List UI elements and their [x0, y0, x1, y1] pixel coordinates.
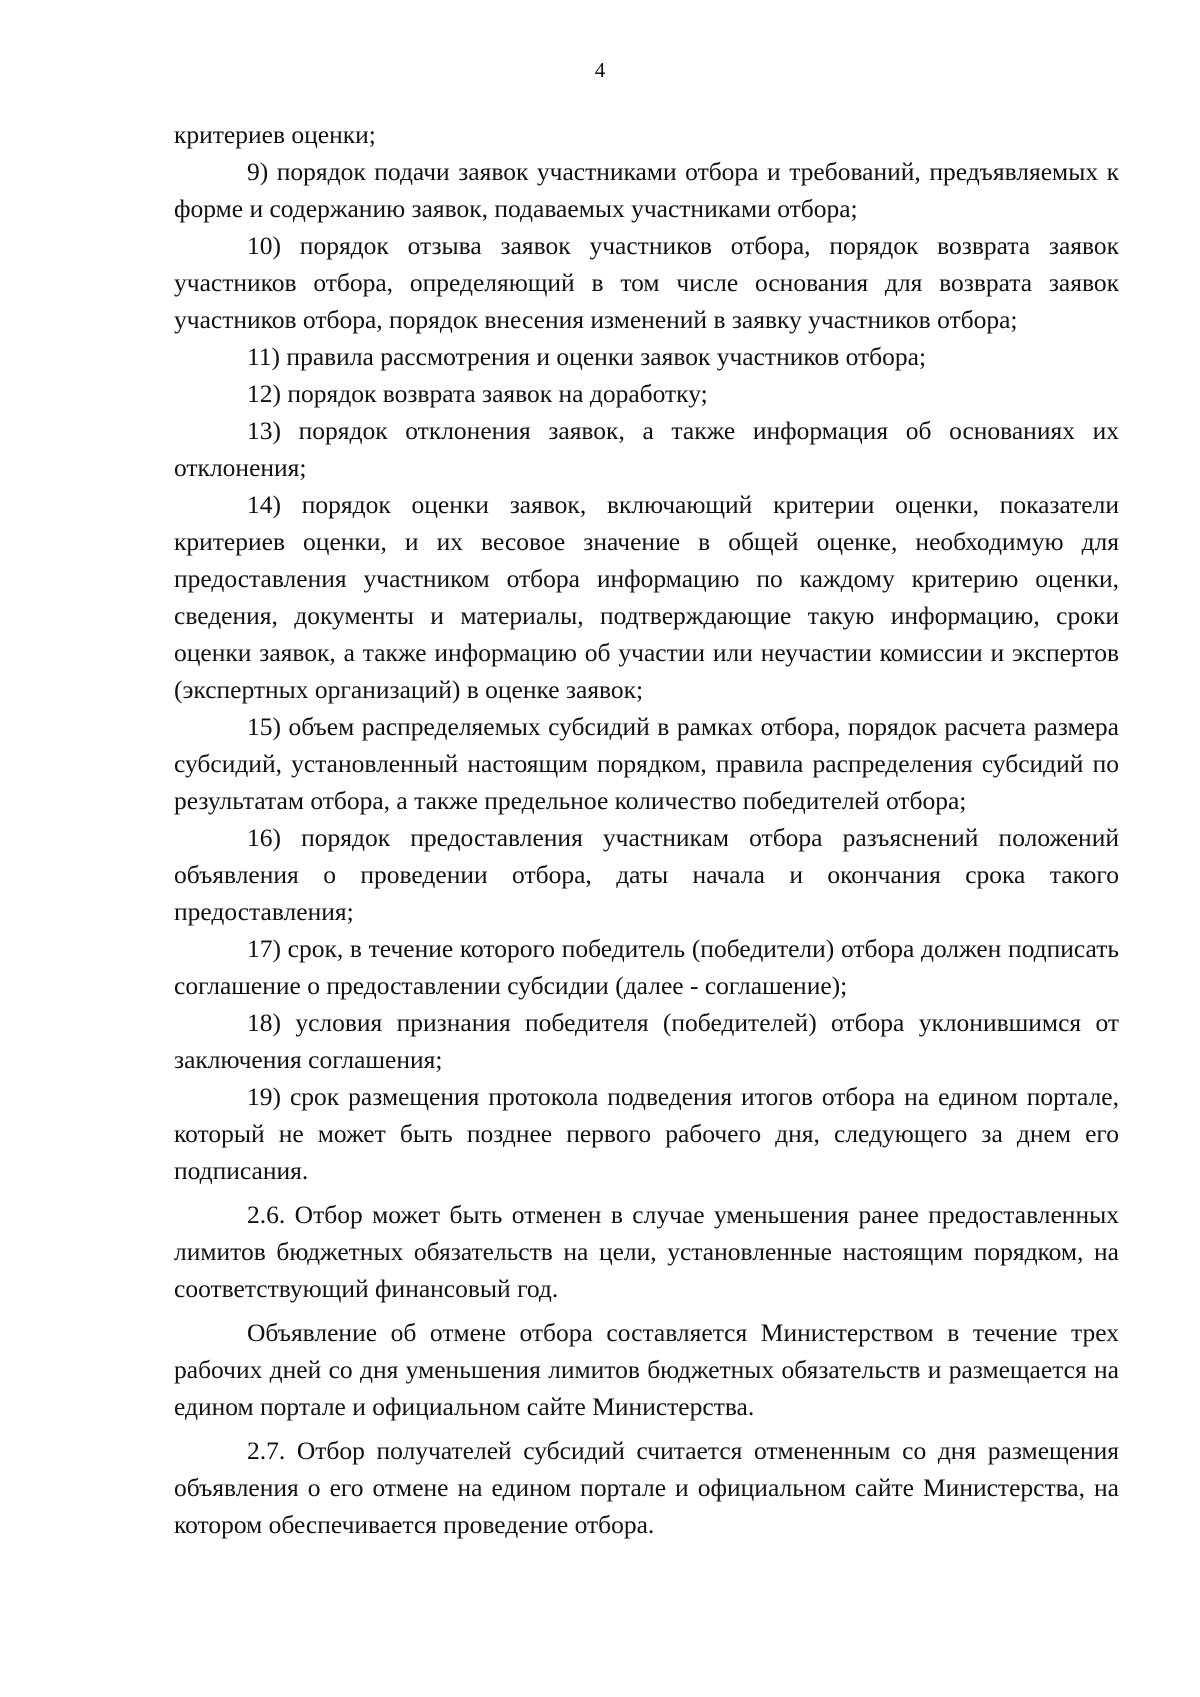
list-item-13: 13) порядок отклонения заявок, а также информация об основаниях их отклонения; — [174, 416, 1119, 482]
section-2-6: 2.6. Отбор может быть отменен в случае уменьшения ранее предоставленных лимитов бюджетных обязательств на цели, установленные настоящим порядком, на соответствующий финансовый год. — [174, 1200, 1119, 1303]
list-item-19: 19) срок размещения протокола подведения итогов отбора на едином портале, который не может быть позднее первого рабочего дня, следующего за днем его подписания. — [174, 1082, 1119, 1185]
document-body — [174, 116, 1119, 1543]
list-item-9: 9) порядок подачи заявок участниками отбора и требований, предъявляемых к форме и содержанию заявок, подаваемых участниками отбора; — [174, 157, 1119, 223]
list-item-17: 17) срок, в течение которого победитель (победители) отбора должен подписать соглашение о предоставлении субсидии (далее - соглашение); — [174, 934, 1119, 1000]
section-2-7: 2.7. Отбор получателей субсидий считается отмененным со дня размещения объявления о его отмене на едином портале и официальном сайте Министерства, на котором обеспечивается проведение отбора. — [174, 1436, 1119, 1539]
list-item-14: 14) порядок оценки заявок, включающий критерии оценки, показатели критериев оценки, и их весовое значение в общей оценке, необходимую для предоставления участником отбора информацию по каждому критерию оценки, сведения, документы и материалы, подтверждающие такую информацию, сроки оценки заявок, а также информацию об участии или неучастии комиссии и экспертов (экспертных организаций) в оценке заявок; — [174, 490, 1119, 704]
list-item-18: 18) условия признания победителя (победителей) отбора уклонившимся от заключения соглашения; — [174, 1008, 1119, 1074]
list-item-11: 11) правила рассмотрения и оценки заявок участников отбора; — [247, 342, 927, 371]
paragraph-continuation: критериев оценки; — [174, 120, 376, 149]
cancellation-announcement-paragraph: Объявление об отмене отбора составляется Министерством в течение трех рабочих дней со дня уменьшения лимитов бюджетных обязательств и размещается на едином портале и официальном сайте Министерства. — [174, 1318, 1119, 1421]
list-item-10: 10) порядок отзыва заявок участников отбора, порядок возврата заявок участников отбора, определяющий в том числе основания для возврата заявок участников отбора, порядок внесения изменений в заявку участников отбора; — [174, 231, 1119, 334]
page-number: 4 — [594, 58, 606, 82]
list-item-16: 16) порядок предоставления участникам отбора разъяснений положений объявления о проведении отбора, даты начала и окончания срока такого предоставления; — [174, 823, 1119, 926]
list-item-12: 12) порядок возврата заявок на доработку; — [247, 379, 708, 408]
list-item-15: 15) объем распределяемых субсидий в рамках отбора, порядок расчета размера субсидий, установленный настоящим порядком, правила распределения субсидий по результатам отбора, а также предельное количество победителей отбора; — [174, 712, 1119, 815]
